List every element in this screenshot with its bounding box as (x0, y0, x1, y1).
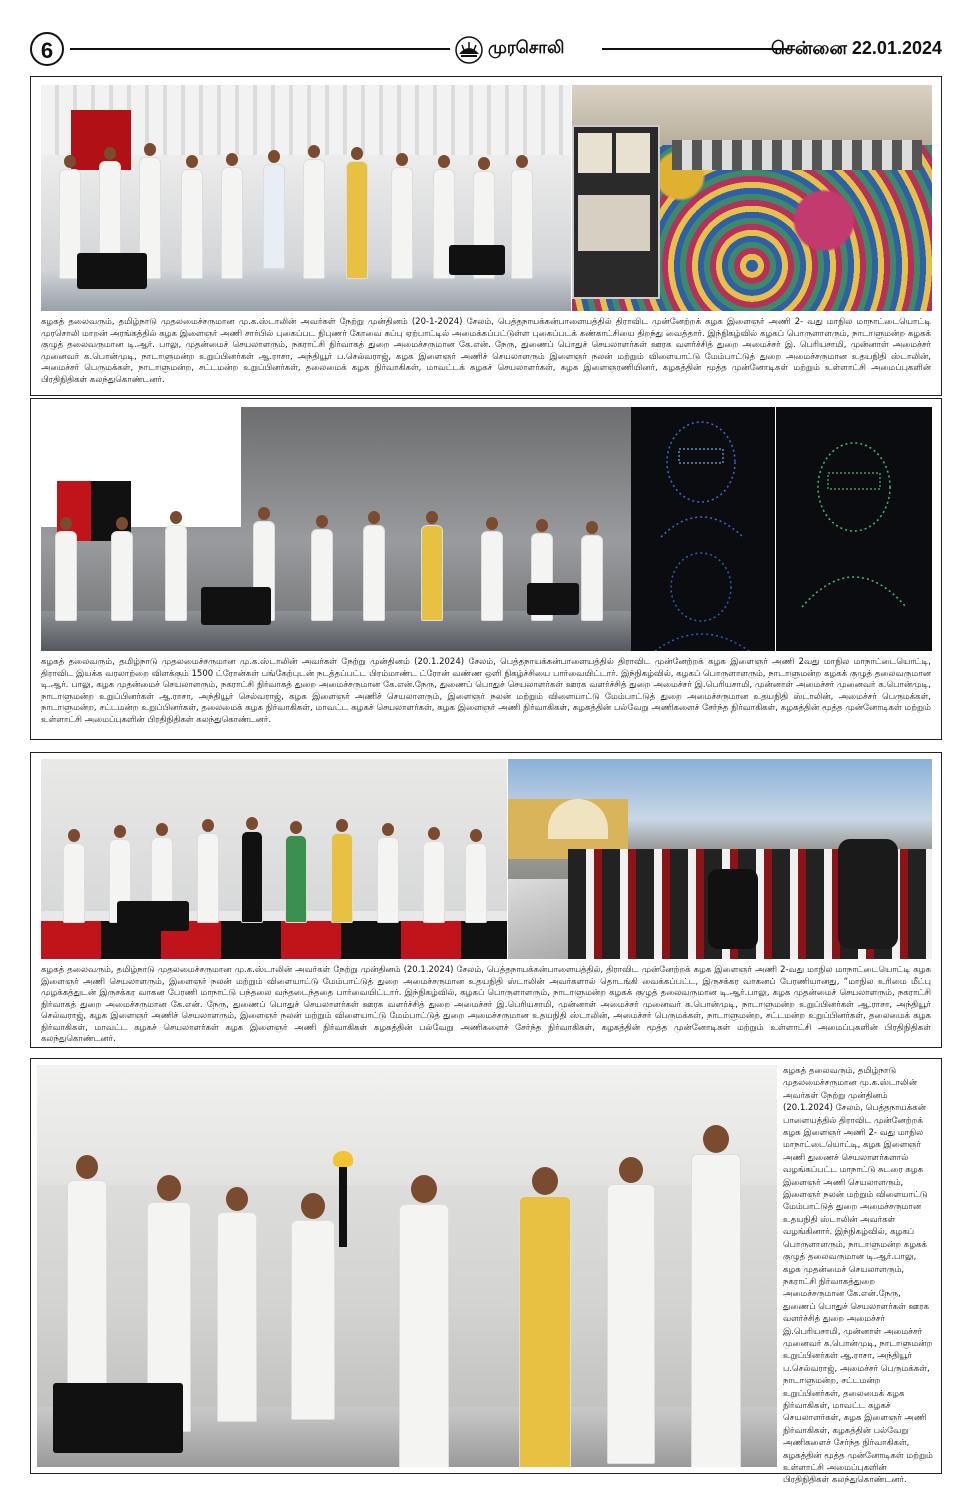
photo-drone-portrait-2 (631, 547, 775, 651)
header-rule (602, 48, 788, 50)
photo-stage-group (41, 85, 571, 311)
photo-drone-portrait-3 (776, 407, 932, 651)
paper-name: முரசொலி (488, 38, 565, 57)
photo-exhibition-hall (572, 85, 932, 311)
dateline: சென்னை 22.01.2024 (770, 38, 942, 58)
article-torch-handover (30, 1058, 942, 1486)
photo-stage-seated (41, 407, 631, 651)
caption: கழகத் தலைவரும், தமிழ்நாடு முதலமைச்சருமான மு.க.ஸ்டாலின் அவர்கள் நேற்று முன்தினம் (20-1-2024) சேலம், பெத்தநாயக்கன்பாளையத்தில் திராவிட முன்னேற்றக் கழக இளைஞர் அணி 2- வது மாநில மாநாட்டையொட்டி முரசொலி மாறன் அரங்கத்தில் கழக இளைஞர் அணி சார்பில் புகைப்பட நிபுணர் கோவை சுப்பு ஏற்பாட்டில் அமைக்கப்பட்டுள்ள புகைப்படக் கண்காட்சியை திறந்து வைத்தார். இந்நிகழ்வில் கழகப் பொருளாளரும், நாடாளுமன்ற கழகக் குழுத் தலைவருமான டி.ஆர். பாலு, முதன்மைச் செயலாளரும், நகராட்சி நிர்வாகத் துறை அமைச்சருமான கே.என். நேரு, துணைப் பொதுச் செயலாளர்கள் ஊரக வளர்ச்சித் துறை அமைச்சர் இ. பெரியசாமி, முன்னாள் அமைச்சர் முனைவர் க.பொன்முடி, நாடாளுமன்ற உறுப்பினர்கள் ஆ.ராசா, அந்தியூர் ப.செல்வராஜ், கழக இளைஞர் அணிச் செயலாளரும் இளைஞர் நலன் மற்றும் விளையாட்டு மேம்பாட்டுத் துறை அமைச்சருமான உதயநிதி ஸ்டாலின், அமைச்சர் பெருமக்கள், நாடாளுமன்ற, சட்டமன்ற உறுப்பினர்கள், தலைமைக் கழக நிர்வாகிகள், மாவட்டக் கழகச் செயலாளர்கள், கழக இளைஞரணியினர், கழகத்தின் மூத்த முன்னோடிகள் மற்றும் உள்ளாட்சி அமைப்புகளின் பிரதிநிதிகள் கலந்துகொண்டனர். (41, 317, 931, 385)
photo-drone-portrait-1 (631, 407, 775, 547)
photo-bike-rally (508, 759, 932, 959)
header-rule (70, 48, 450, 50)
caption: கழகத் தலைவரும், தமிழ்நாடு முதலமைச்சருமான மு.க.ஸ்டாலின் அவர்கள் நேற்று முன்தினம் (20.1.2024) சேலம், பெத்தநாயக்கன்பாளையத்தில் திராவிட முன்னேற்றக் கழக இளைஞர் அணி 2வது மாநில மாநாட்டையொட்டி, திராவிட இயக்க வரலாற்றை விளக்கும் 1500 ட்ரோன்கள் பங்கேற்புடன் நடத்தப்பட்ட பிரம்மாண்ட ட்ரோன் வண்ண ஒளி நிகழ்ச்சியை பார்வையிட்டார். இந்நிகழ்வில், கழகப் பொருளாளரும், நாடாளுமன்ற கழகக் குழுத் தலைவருமான டி.ஆர். பாலு, கழக முதன்மைச் செயலாளரும், நகராட்சி நிர்வாகத் துறை அமைச்சருமான கே.என்.நேரு, துணைப் பொதுச் செயலாளர்கள் ஊரக வளர்ச்சித் துறை அமைச்சர் இ.பெரியசாமி, முன்னாள் அமைச்சர் முனைவர் க.பொன்முடி, நாடாளுமன்ற உறுப்பினர்கள் ஆ.ராசா, அந்தியூர் செல்வராஜ், கழக இளைஞர் அணிச் செயலாளரும், இளைஞர் நலன் மற்றும் விளையாட்டு மேம்பாட்டுத் துறை அமைச்சருமான உதயநிதி ஸ்டாலின், அமைச்சர் பெருமக்கள், நாடாளுமன்ற, சட்டமன்ற உறுப்பினர்கள், தலைமைக் கழக நிர்வாகிகள், மாவட்ட கழகச் செயலாளர்கள், கழக இளைஞர் அணி நிர்வாகிகள், கழகத்தின் பல்வேறு அணிகளைச் சேர்ந்த நிர்வாகிகள், கழகத்தின் மூத்த முன்னோடிகள் மற்றும் உள்ளாட்சி அமைப்புகளின் பிரதிநிதிகள் கலந்துகொண்டனர். (41, 657, 931, 725)
rising-sun-logo-icon (455, 36, 483, 64)
article-bike-rally (30, 752, 942, 1048)
caption: கழகத் தலைவரும், தமிழ்நாடு முதலமைச்சருமான மு.க.ஸ்டாலின் அவர்கள் நேற்று முன்தினம் (20.1.2024) சேலம், பெத்தநாயக்கன்பாளையத்தில், திராவிட முன்னேற்றக் கழக இளைஞர் அணி 2-வது மாநில மாநாட்டையொட்டி கழக இளைஞர் அணி செயலாளரும், இளைஞர் நலன் மற்றும் விளையாட்டு மேம்பாட்டுத் துறை அமைச்சருமான உதயநிதி ஸ்டாலின் அவர்களால் தொடங்கி வைக்கப்பட்ட, இருசக்கர வாகனப் பேரணியானது, “மாநில உரிமை மீட்பு முழக்கத்துடன் இருசக்கர வாகன பேரணி மாநாட்டு பந்தலை வந்தடைந்ததை பார்வையிட்டார். இந்நிகழ்வில், கழகப் பொருளாளரும், நாடாளுமன்ற கழகக் குழுத் தலைவருமான டி.ஆர்.பாலு, கழக முதன்மைச் செயலாளரும், நகராட்சி நிர்வாகத் துறை அமைச்சருமான கே.என். நேரு, துணைப் பொதுச் செயலாளர்கள் ஊரக வளர்ச்சித் துறை அமைச்சர் இ.பெரியசாமி, முன்னாள் அமைச்சர் முனைவர் க.பொன்முடி, நாடாளுமன்ற உறுப்பினர்கள் ஆ.ராசா, அந்தியூர் செல்வராஜ், கழக இளைஞர் அணிச் செயலாளரும், இளைஞர் நலன் மற்றும் விளையாட்டு மேம்பாட்டுத் துறை அமைச்சருமான உதயநிதி ஸ்டாலின், அமைச்சர் பெருமக்கள், நாடாளுமன்ற, சட்டமன்ற உறுப்பினர்கள், தலைமைக் கழக நிர்வாகிகள், மாவட்ட கழகச் செயலாளர்கள் கழக இளைஞர் அணி நிர்வாகிகள் கழகத்தின் பல்வேறு அணிகளைச் சேர்ந்த நிர்வாகிகள், கழகத்தின் மூத்த முன்னோடிகள் மற்றும் உள்ளாட்சி அமைப்புகளின் பிரதிநிதிகள் கலந்துகொண்டனர். (41, 965, 931, 1044)
article-drone-show (30, 398, 942, 740)
page-number: 6 (30, 32, 64, 66)
caption: கழகத் தலைவரும், தமிழ்நாடு முதலமைச்சருமான மு.க.ஸ்டாலின் அவர்கள் நேற்று முன்தினம் (20.1.2024) சேலம், பெத்தநாயக்கன் பாளையத்தில் திராவிட முன்னேற்றக் கழக இளைஞர் அணி 2- வது மாநில மாநாட்டையொட்டி, கழக இளைஞர் அணி துணைச் செயலாளர்களால் வழங்கப்பட்ட மாநாட்டு சுடரை கழக இளைஞர் அணி செயலாளரும், இளைஞர் நலன் மற்றும் விளையாட்டு மேம்பாட்டுத் துறை அமைச்சருமான உதயநிதி ஸ்டாலின் அவர்கள் வழங்கினார். இந்நிகழ்வில், கழகப் பொருளாளரும், நாடாளுமன்ற கழகக் குழுத் தலைவருமான டி.ஆர்.பாலு, கழக முதன்மைச் செயலாளரும், நகராட்சி நிர்வாகத்துறை அமைச்சருமான கே.என்.நேரு, துணைப் பொதுச் செயலாளர்கள் ஊரக வளர்ச்சித் துறை அமைச்சர் இ.பெரியசாமி, முன்னாள் அமைச்சர் முனைவர் க.பொன்முடி, நாடாளுமன்ற உறுப்பினர்கள் ஆ.ராசா, அந்தியூர் ப.செல்வராஜ், அமைச்சர் பெருமக்கள், நாடாளுமன்ற, சட்டமன்ற உறுப்பினர்கள், தலைமைக் கழக நிர்வாகிகள், மாவட்ட கழகச் செயலாளர்கள், கழக இளைஞர் அணி நிர்வாகிகள், கழகத்தின் பல்வேறு அணிகளைச் சேர்ந்த நிர்வாகிகள், கழகத்தின் மூத்த முன்னோடிகள் மற்றும் உள்ளாட்சி அமைப்புகளின் பிரதிநிதிகள் கலந்துகொண்டனர். (783, 1066, 933, 1486)
article-exhibition-opening (30, 76, 942, 396)
masthead (30, 32, 942, 68)
photo-torch-handover (37, 1065, 777, 1467)
photo-stage-viewing (41, 759, 507, 959)
